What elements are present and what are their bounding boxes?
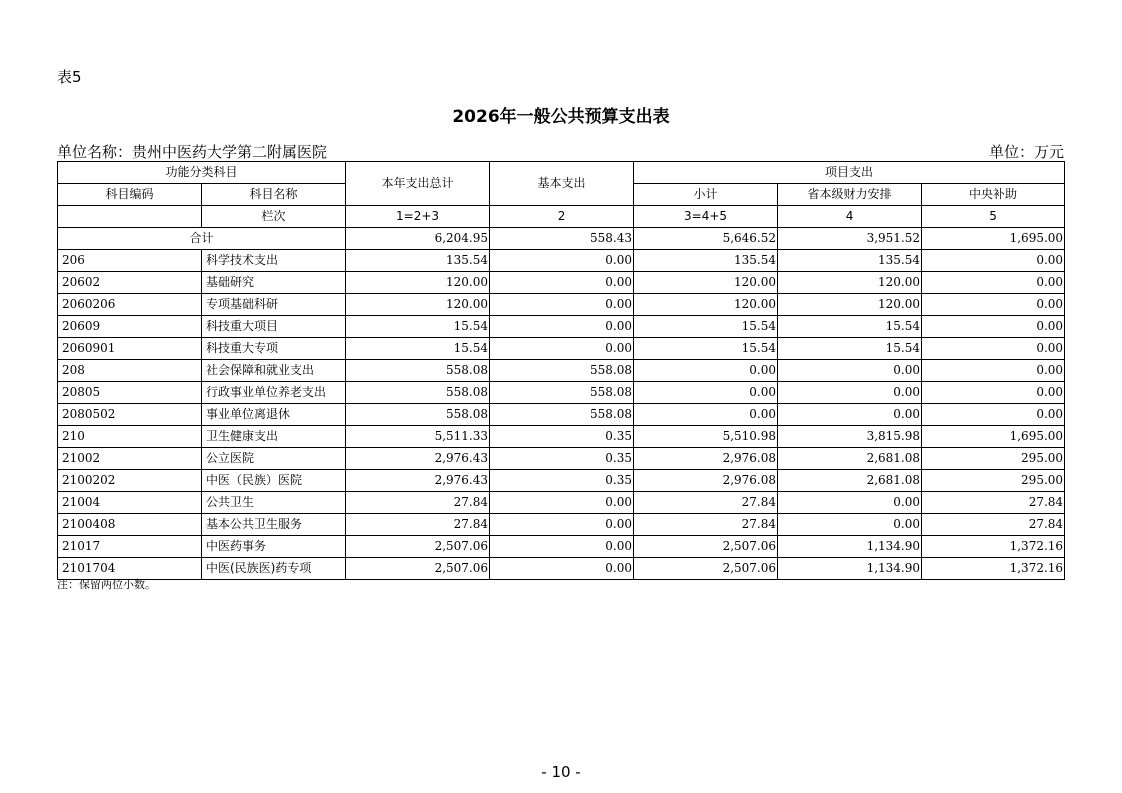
table-row	[58, 360, 1065, 382]
table-row	[58, 470, 1065, 492]
cell-central: 27.84	[922, 514, 1065, 536]
cell-provincial: 15.54	[778, 338, 922, 360]
cell-total: 15.54	[346, 338, 490, 360]
table-row	[58, 558, 1065, 580]
cell-basic: 0.00	[490, 514, 634, 536]
cell-provincial: 1,134.90	[778, 558, 922, 580]
table-row	[58, 338, 1065, 360]
table-row	[58, 250, 1065, 272]
sum-basic: 558.43	[490, 228, 634, 250]
cell-basic: 558.08	[490, 404, 634, 426]
footnote: 注：保留两位小数。	[57, 578, 156, 591]
cell-central: 1,372.16	[922, 536, 1065, 558]
sum-subtotal: 5,646.52	[634, 228, 778, 250]
cell-central: 0.00	[922, 272, 1065, 294]
budget-table	[57, 161, 1065, 580]
cell-central: 1,372.16	[922, 558, 1065, 580]
cell-subtotal: 0.00	[634, 382, 778, 404]
cell-basic: 0.35	[490, 470, 634, 492]
col-index-label: 栏次	[202, 206, 346, 228]
cell-central: 0.00	[922, 360, 1065, 382]
col-index-empty	[58, 206, 202, 228]
cell-basic: 0.00	[490, 294, 634, 316]
table-row	[58, 294, 1065, 316]
header-central: 中央补助	[922, 184, 1065, 206]
cell-provincial: 1,134.90	[778, 536, 922, 558]
col-index-basic: 2	[490, 206, 634, 228]
header-code: 科目编码	[58, 184, 202, 206]
cell-name: 中医药事务	[202, 536, 346, 558]
cell-total: 2,507.06	[346, 558, 490, 580]
cell-code: 2060206	[58, 294, 202, 316]
cell-basic: 0.00	[490, 338, 634, 360]
table-row	[58, 536, 1065, 558]
cell-total: 558.08	[346, 404, 490, 426]
page-number: - 10 -	[541, 763, 581, 781]
cell-subtotal: 15.54	[634, 338, 778, 360]
table-row	[58, 382, 1065, 404]
cell-subtotal: 135.54	[634, 250, 778, 272]
cell-name: 卫生健康支出	[202, 426, 346, 448]
cell-total: 2,976.43	[346, 470, 490, 492]
cell-total: 2,507.06	[346, 536, 490, 558]
cell-name: 行政事业单位养老支出	[202, 382, 346, 404]
cell-provincial: 120.00	[778, 272, 922, 294]
cell-basic: 0.00	[490, 250, 634, 272]
cell-subtotal: 2,507.06	[634, 558, 778, 580]
cell-provincial: 2,681.08	[778, 470, 922, 492]
table-row	[58, 426, 1065, 448]
cell-provincial: 0.00	[778, 360, 922, 382]
cell-total: 5,511.33	[346, 426, 490, 448]
cell-central: 295.00	[922, 448, 1065, 470]
cell-central: 295.00	[922, 470, 1065, 492]
cell-name: 专项基础科研	[202, 294, 346, 316]
cell-total: 2,976.43	[346, 448, 490, 470]
cell-provincial: 3,815.98	[778, 426, 922, 448]
cell-subtotal: 27.84	[634, 514, 778, 536]
cell-provincial: 15.54	[778, 316, 922, 338]
cell-subtotal: 0.00	[634, 360, 778, 382]
cell-code: 21004	[58, 492, 202, 514]
currency-unit: 单位：万元	[988, 143, 1064, 161]
cell-total: 558.08	[346, 382, 490, 404]
cell-basic: 558.08	[490, 382, 634, 404]
cell-name: 事业单位离退休	[202, 404, 346, 426]
col-index-subtotal: 3=4+5	[634, 206, 778, 228]
cell-central: 1,695.00	[922, 426, 1065, 448]
cell-basic: 0.00	[490, 536, 634, 558]
cell-total: 15.54	[346, 316, 490, 338]
cell-name: 公立医院	[202, 448, 346, 470]
col-index-provincial: 4	[778, 206, 922, 228]
cell-total: 120.00	[346, 294, 490, 316]
cell-provincial: 120.00	[778, 294, 922, 316]
cell-name: 中医(民族医)药专项	[202, 558, 346, 580]
cell-provincial: 135.54	[778, 250, 922, 272]
cell-central: 27.84	[922, 492, 1065, 514]
cell-central: 0.00	[922, 250, 1065, 272]
cell-total: 135.54	[346, 250, 490, 272]
table-row	[58, 514, 1065, 536]
header-basic: 基本支出	[490, 162, 634, 206]
cell-name: 基本公共卫生服务	[202, 514, 346, 536]
cell-name: 科学技术支出	[202, 250, 346, 272]
header-subtotal: 小计	[634, 184, 778, 206]
header-name: 科目名称	[202, 184, 346, 206]
cell-name: 科技重大项目	[202, 316, 346, 338]
sum-total: 6,204.95	[346, 228, 490, 250]
cell-subtotal: 2,976.08	[634, 448, 778, 470]
cell-code: 20805	[58, 382, 202, 404]
cell-provincial: 0.00	[778, 492, 922, 514]
table-row	[58, 272, 1065, 294]
cell-code: 2100408	[58, 514, 202, 536]
table-row	[58, 316, 1065, 338]
cell-central: 0.00	[922, 404, 1065, 426]
cell-central: 0.00	[922, 382, 1065, 404]
cell-name: 公共卫生	[202, 492, 346, 514]
cell-code: 210	[58, 426, 202, 448]
cell-code: 2101704	[58, 558, 202, 580]
cell-name: 社会保障和就业支出	[202, 360, 346, 382]
col-index-central: 5	[922, 206, 1065, 228]
cell-provincial: 0.00	[778, 382, 922, 404]
col-index-total: 1=2+3	[346, 206, 490, 228]
cell-central: 0.00	[922, 338, 1065, 360]
cell-central: 0.00	[922, 294, 1065, 316]
cell-code: 21017	[58, 536, 202, 558]
cell-subtotal: 120.00	[634, 294, 778, 316]
cell-total: 27.84	[346, 492, 490, 514]
unit-name: 单位名称：贵州中医药大学第二附属医院	[57, 143, 328, 161]
table-row	[58, 404, 1065, 426]
cell-total: 120.00	[346, 272, 490, 294]
cell-code: 208	[58, 360, 202, 382]
cell-subtotal: 120.00	[634, 272, 778, 294]
cell-provincial: 0.00	[778, 404, 922, 426]
cell-basic: 558.08	[490, 360, 634, 382]
cell-basic: 0.00	[490, 316, 634, 338]
sum-provincial: 3,951.52	[778, 228, 922, 250]
table-row	[58, 448, 1065, 470]
cell-subtotal: 2,976.08	[634, 470, 778, 492]
sum-row	[58, 228, 1065, 250]
cell-subtotal: 0.00	[634, 404, 778, 426]
cell-subtotal: 2,507.06	[634, 536, 778, 558]
cell-code: 2080502	[58, 404, 202, 426]
cell-subtotal: 5,510.98	[634, 426, 778, 448]
cell-total: 558.08	[346, 360, 490, 382]
cell-name: 中医（民族）医院	[202, 470, 346, 492]
sum-central: 1,695.00	[922, 228, 1065, 250]
cell-basic: 0.35	[490, 448, 634, 470]
header-func-class: 功能分类科目	[58, 162, 346, 184]
sum-label: 合计	[58, 228, 346, 250]
table-tag: 表5	[57, 68, 82, 86]
cell-provincial: 0.00	[778, 514, 922, 536]
cell-basic: 0.00	[490, 558, 634, 580]
header-project: 项目支出	[634, 162, 1065, 184]
cell-basic: 0.00	[490, 272, 634, 294]
cell-name: 科技重大专项	[202, 338, 346, 360]
page-title: 2026年一般公共预算支出表	[452, 107, 670, 127]
cell-code: 2060901	[58, 338, 202, 360]
table-row	[58, 492, 1065, 514]
cell-code: 2100202	[58, 470, 202, 492]
cell-code: 206	[58, 250, 202, 272]
cell-central: 0.00	[922, 316, 1065, 338]
header-total: 本年支出总计	[346, 162, 490, 206]
cell-provincial: 2,681.08	[778, 448, 922, 470]
cell-code: 21002	[58, 448, 202, 470]
cell-basic: 0.00	[490, 492, 634, 514]
cell-basic: 0.35	[490, 426, 634, 448]
cell-code: 20602	[58, 272, 202, 294]
cell-total: 27.84	[346, 514, 490, 536]
cell-code: 20609	[58, 316, 202, 338]
cell-name: 基础研究	[202, 272, 346, 294]
header-provincial: 省本级财力安排	[778, 184, 922, 206]
cell-subtotal: 27.84	[634, 492, 778, 514]
cell-subtotal: 15.54	[634, 316, 778, 338]
